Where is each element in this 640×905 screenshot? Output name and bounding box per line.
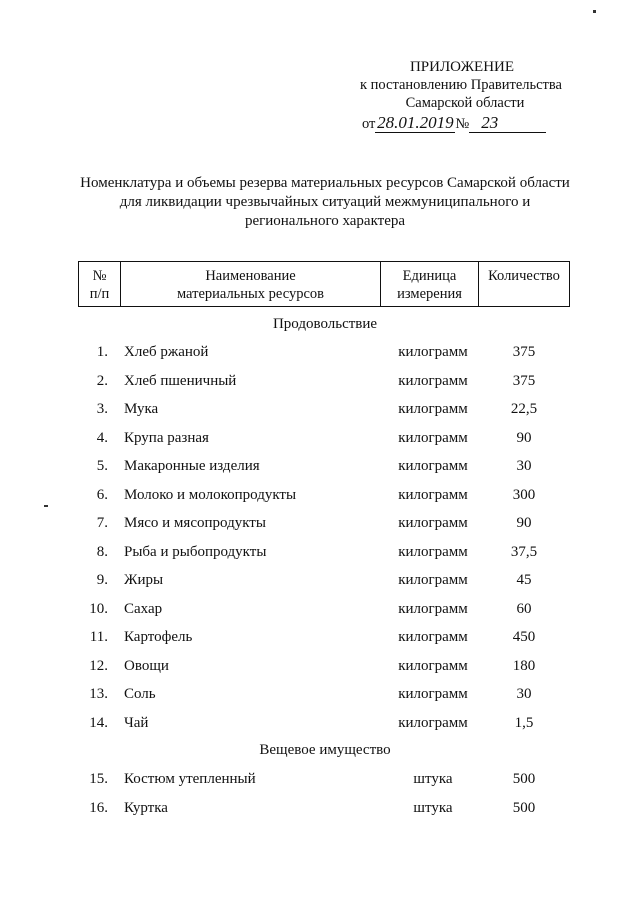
row-quantity: 37,5 — [510, 543, 538, 560]
header-num — [79, 262, 121, 306]
row-name: Овощи — [124, 657, 169, 674]
header-num-line2: п/п — [89, 286, 110, 302]
row-name: Мясо и мясопродукты — [124, 515, 266, 531]
row-name: Жиры — [124, 572, 164, 588]
table-row — [0, 458, 640, 482]
row-number: 16. — [89, 800, 108, 816]
row-unit: килограмм — [398, 657, 468, 674]
row-unit: килограмм — [398, 629, 468, 645]
row-number: 4. — [96, 429, 108, 446]
table-row — [0, 629, 640, 653]
row-number: 15. — [89, 771, 108, 787]
row-number: 12. — [89, 657, 108, 674]
from-label: от — [362, 116, 376, 132]
row-name: Картофель — [124, 629, 193, 645]
header-unit-line2: измерения — [397, 286, 462, 302]
appendix-region-line: Самарской области — [405, 95, 525, 111]
row-quantity: 375 — [512, 372, 536, 389]
header-name-line1: Наименование — [205, 268, 296, 284]
header-qty — [479, 262, 569, 306]
header-name-line2: материальных ресурсов — [176, 286, 325, 302]
row-quantity: 90 — [516, 429, 532, 446]
document-heading: Номенклатура и объемы резерва материальных ресурсов Самарской области для ликвидации чрезвычайных ситуаций межмуниципального и регионального характера — [80, 175, 570, 229]
row-name: Крупа разная — [124, 429, 209, 446]
appendix-date-number-line — [362, 113, 562, 134]
row-unit: килограмм — [398, 515, 468, 531]
appendix-decree-line: к постановлению Правительства — [360, 77, 562, 93]
row-number: 8. — [96, 543, 108, 560]
table-row — [0, 771, 640, 795]
row-unit: килограмм — [398, 543, 468, 560]
row-quantity: 45 — [516, 572, 532, 588]
table-row — [0, 544, 640, 568]
table-row — [0, 658, 640, 682]
table-row — [0, 487, 640, 511]
table-row — [0, 572, 640, 596]
section-clothing-title: Вещевое имущество — [259, 742, 391, 758]
row-name: Куртка — [124, 800, 168, 816]
header-unit-line1: Единица — [402, 268, 457, 284]
table-row — [0, 401, 640, 425]
row-number: 9. — [96, 572, 108, 588]
row-quantity: 500 — [512, 800, 536, 816]
row-number: 5. — [96, 458, 108, 474]
row-unit: килограмм — [398, 458, 468, 474]
header-num-line1: № — [92, 268, 107, 284]
row-quantity: 500 — [512, 771, 536, 787]
row-name: Хлеб пшеничный — [124, 372, 237, 389]
section-food-title: Продовольствие — [272, 316, 378, 332]
table-row — [0, 601, 640, 625]
row-unit: килограмм — [398, 401, 468, 417]
row-unit: килограмм — [398, 372, 468, 389]
row-quantity: 300 — [512, 486, 536, 503]
table-row — [0, 344, 640, 368]
row-quantity: 60 — [516, 600, 532, 617]
row-name: Макаронные изделия — [124, 458, 260, 474]
row-number: 11. — [89, 629, 108, 645]
table-row — [0, 373, 640, 397]
scan-speck — [44, 505, 48, 507]
row-number: 1. — [96, 344, 108, 360]
row-quantity: 450 — [512, 629, 536, 645]
row-unit: килограмм — [398, 714, 468, 731]
row-unit: штука — [413, 771, 453, 787]
row-number: 2. — [96, 372, 108, 389]
row-quantity: 375 — [512, 344, 536, 360]
table-header — [78, 261, 570, 307]
table-row — [0, 430, 640, 454]
row-number: 10. — [89, 600, 108, 617]
header-qty-label: Количество — [488, 268, 560, 284]
header-unit — [381, 262, 479, 306]
row-number: 13. — [89, 686, 108, 702]
row-name: Чай — [124, 714, 149, 731]
row-number: 14. — [89, 714, 108, 731]
decree-number: 23 — [469, 113, 546, 133]
row-unit: килограмм — [398, 344, 468, 360]
row-number: 6. — [96, 486, 108, 503]
row-name: Хлеб ржаной — [124, 344, 209, 360]
scan-speck — [593, 10, 596, 13]
row-unit: килограмм — [398, 429, 468, 446]
row-unit: штука — [413, 800, 453, 816]
row-number: 3. — [96, 401, 108, 417]
row-unit: килограмм — [398, 572, 468, 588]
row-unit: килограмм — [398, 486, 468, 503]
number-label: № — [455, 116, 470, 132]
row-unit: килограмм — [398, 600, 468, 617]
row-name: Соль — [124, 686, 156, 702]
row-name: Костюм утепленный — [124, 771, 256, 787]
row-name: Мука — [124, 401, 159, 417]
row-name: Молоко и молокопродукты — [124, 486, 297, 503]
row-name: Сахар — [124, 600, 163, 617]
row-quantity: 180 — [512, 657, 536, 674]
appendix-title: ПРИЛОЖЕНИЕ — [409, 59, 515, 75]
row-name: Рыба и рыбопродукты — [124, 543, 267, 560]
row-number: 7. — [96, 515, 108, 531]
table-row — [0, 515, 640, 539]
row-quantity: 22,5 — [510, 401, 538, 417]
row-unit: килограмм — [398, 686, 468, 702]
row-quantity: 30 — [516, 458, 532, 474]
decree-date: 28.01.2019 — [377, 113, 454, 132]
table-row — [0, 715, 640, 739]
header-name — [121, 262, 381, 306]
row-quantity: 1,5 — [514, 714, 534, 731]
row-quantity: 30 — [516, 686, 532, 702]
table-row — [0, 800, 640, 824]
table-row — [0, 686, 640, 710]
row-quantity: 90 — [516, 515, 532, 531]
